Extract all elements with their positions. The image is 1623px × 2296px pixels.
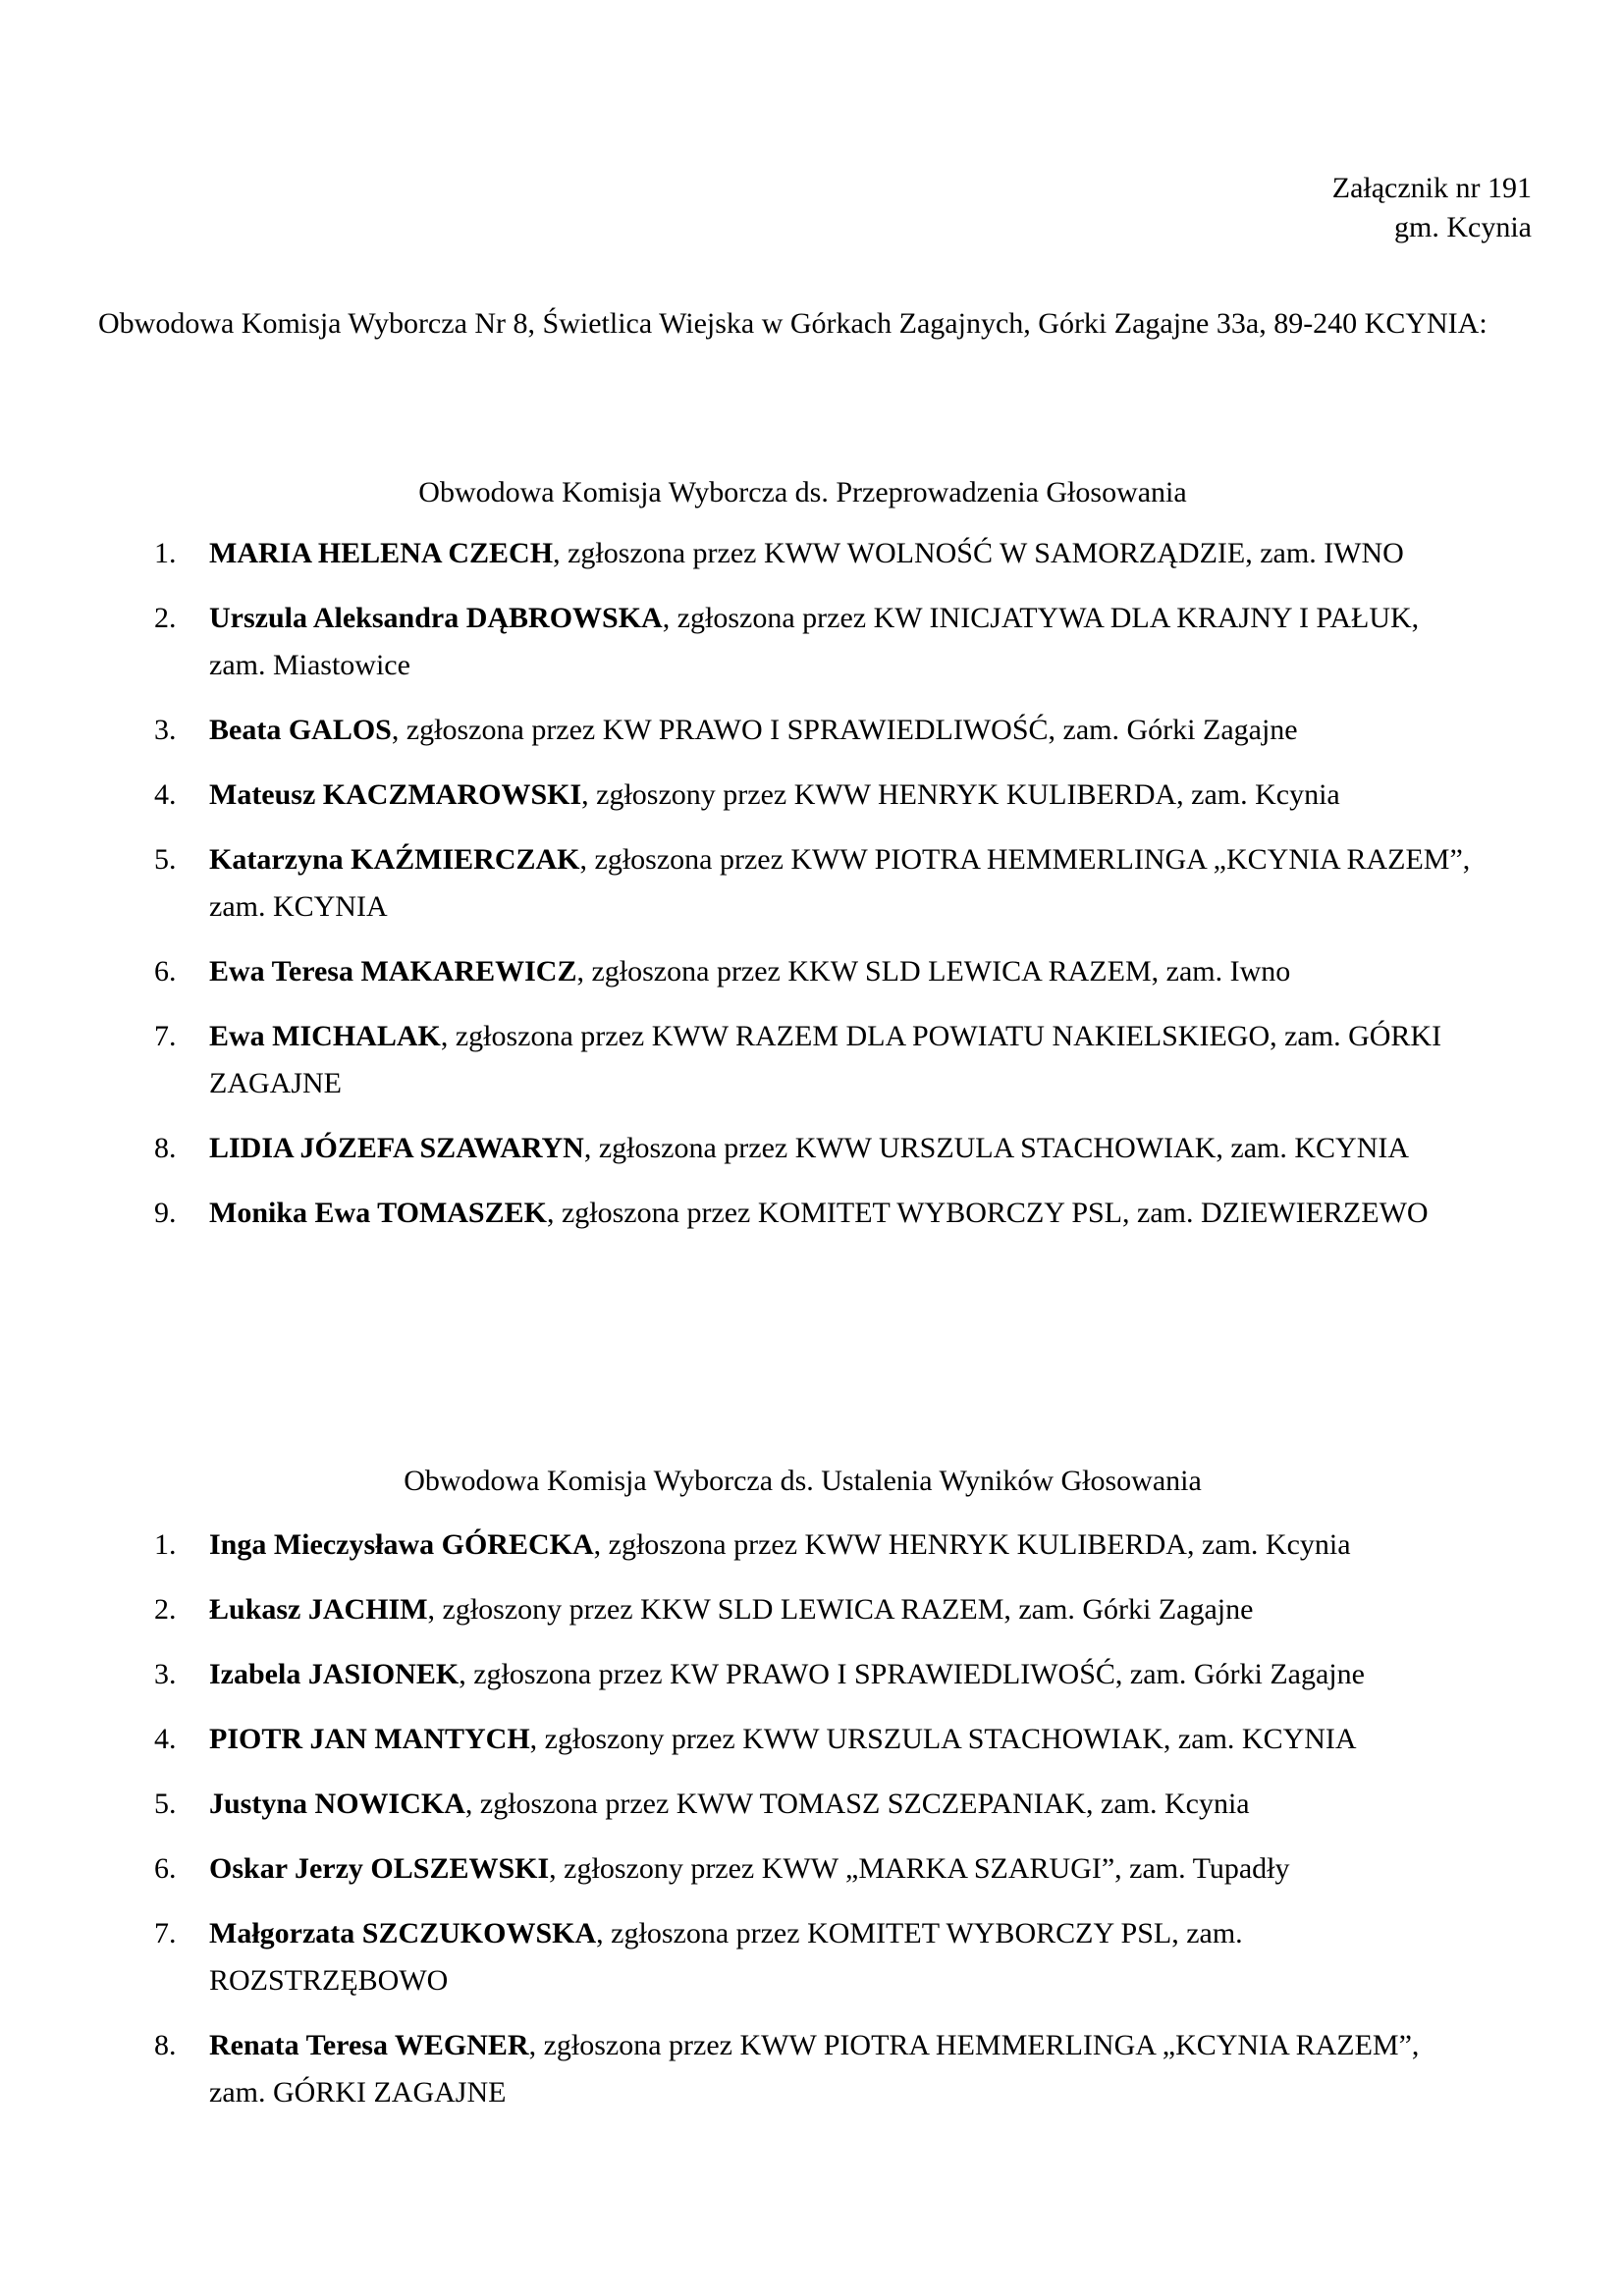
list-item (98, 948, 1473, 995)
member-details: , zgłoszona przez KOMITET WYBORCZY PSL, zam. DZIEWIERZEWO (546, 1197, 1429, 1229)
list-item (98, 1125, 1473, 1172)
member-name: Łukasz JACHIM (209, 1593, 428, 1626)
member-name: Ewa Teresa MAKAREWICZ (209, 955, 577, 988)
member-details: , zgłoszony przez KWW HENRYK KULIBERDA, zam. Kcynia (581, 778, 1340, 811)
member-name: PIOTR JAN MANTYCH (209, 1723, 530, 1755)
member-details: , zgłoszona przez KW PRAWO I SPRAWIEDLIWOŚĆ, zam. Górki Zagajne (391, 714, 1298, 746)
list-item (98, 1190, 1473, 1237)
item-number: 3. (154, 714, 177, 746)
list-item (98, 707, 1473, 754)
member-name: Izabela JASIONEK (209, 1658, 460, 1690)
list-item (98, 1651, 1473, 1698)
list-item (98, 2022, 1473, 2116)
annex-municipality: gm. Kcynia (1394, 211, 1532, 243)
list-item (98, 836, 1473, 931)
member-details: , zgłoszona przez KWW HENRYK KULIBERDA, zam. Kcynia (593, 1528, 1351, 1561)
list-item (98, 1013, 1473, 1107)
item-number: 7. (154, 1917, 177, 1949)
list-item (98, 1845, 1473, 1893)
item-number: 6. (154, 1852, 177, 1885)
member-details: , zgłoszona przez KWW RAZEM DLA POWIATU NAKIELSKIEGO, zam. GÓRKI ZAGAJNE (209, 1020, 1442, 1099)
member-name: Mateusz KACZMAROWSKI (209, 778, 582, 811)
member-name: Beata GALOS (209, 714, 392, 746)
member-details: , zgłoszona przez KOMITET WYBORCZY PSL, zam. ROZSTRZĘBOWO (209, 1917, 1243, 1997)
member-list-results (98, 1522, 1473, 2134)
list-item (98, 1781, 1473, 1828)
member-name: LIDIA JÓZEFA SZAWARYN (209, 1132, 584, 1164)
member-details: , zgłoszona przez KW PRAWO I SPRAWIEDLIWOŚĆ, zam. Górki Zagajne (459, 1658, 1365, 1690)
item-number: 2. (154, 602, 177, 634)
annex-label (943, 169, 1532, 247)
list-item (98, 530, 1473, 577)
member-details: , zgłoszony przez KWW „MARKA SZARUGI”, zam. Tupadły (549, 1852, 1290, 1885)
item-number: 5. (154, 1788, 177, 1820)
list-item (98, 1910, 1473, 2004)
list-item (98, 1522, 1473, 1569)
member-name: Inga Mieczysława GÓRECKA (209, 1528, 594, 1561)
item-number: 2. (154, 1593, 177, 1626)
member-name: Monika Ewa TOMASZEK (209, 1197, 547, 1229)
section-title-results: Obwodowa Komisja Wyborcza ds. Ustalenia Wyników Głosowania (404, 1465, 1202, 1497)
item-number: 4. (154, 778, 177, 811)
item-number: 9. (154, 1197, 177, 1229)
item-number: 4. (154, 1723, 177, 1755)
item-number: 6. (154, 955, 177, 988)
member-details: , zgłoszony przez KWW URSZULA STACHOWIAK, zam. KCYNIA (529, 1723, 1357, 1755)
member-name: Renata Teresa WEGNER (209, 2029, 529, 2061)
section-title-voting: Obwodowa Komisja Wyborcza ds. Przeprowadzenia Głosowania (418, 476, 1187, 508)
member-list-voting (98, 530, 1473, 1255)
list-item (98, 1716, 1473, 1763)
member-name: Oskar Jerzy OLSZEWSKI (209, 1852, 550, 1885)
commission-header: Obwodowa Komisja Wyborcza Nr 8, Świetlica Wiejska w Górkach Zagajnych, Górki Zagajne 33a, 89-240 KCYNIA: (98, 307, 1488, 340)
member-name: Justyna NOWICKA (209, 1788, 465, 1820)
list-item (98, 772, 1473, 819)
member-details: , zgłoszona przez KWW PIOTRA HEMMERLINGA „KCYNIA RAZEM”, zam. KCYNIA (209, 843, 1471, 923)
list-item (98, 595, 1473, 689)
member-name: Urszula Aleksandra DĄBROWSKA (209, 602, 663, 634)
item-number: 8. (154, 2029, 177, 2061)
item-number: 8. (154, 1132, 177, 1164)
member-details: , zgłoszona przez KWW WOLNOŚĆ W SAMORZĄDZIE, zam. IWNO (553, 537, 1404, 569)
item-number: 7. (154, 1020, 177, 1052)
item-number: 3. (154, 1658, 177, 1690)
item-number: 5. (154, 843, 177, 876)
member-name: Katarzyna KAŹMIERCZAK (209, 843, 580, 876)
member-details: , zgłoszona przez KKW SLD LEWICA RAZEM, zam. Iwno (576, 955, 1291, 988)
item-number: 1. (154, 1528, 177, 1561)
member-details: , zgłoszona przez KWW PIOTRA HEMMERLINGA „KCYNIA RAZEM”, zam. GÓRKI ZAGAJNE (209, 2029, 1420, 2109)
member-name: Ewa MICHALAK (209, 1020, 441, 1052)
item-number: 1. (154, 537, 177, 569)
list-item (98, 1586, 1473, 1633)
annex-number: Załącznik nr 191 (1331, 172, 1532, 204)
member-details: , zgłoszony przez KKW SLD LEWICA RAZEM, zam. Górki Zagajne (427, 1593, 1254, 1626)
member-details: , zgłoszona przez KWW TOMASZ SZCZEPANIAK, zam. Kcynia (464, 1788, 1250, 1820)
member-details: , zgłoszona przez KWW URSZULA STACHOWIAK, zam. KCYNIA (583, 1132, 1410, 1164)
member-details: , zgłoszona przez KW INICJATYWA DLA KRAJNY I PAŁUK, zam. Miastowice (209, 602, 1420, 681)
member-name: Małgorzata SZCZUKOWSKA (209, 1917, 597, 1949)
member-name: MARIA HELENA CZECH (209, 537, 554, 569)
